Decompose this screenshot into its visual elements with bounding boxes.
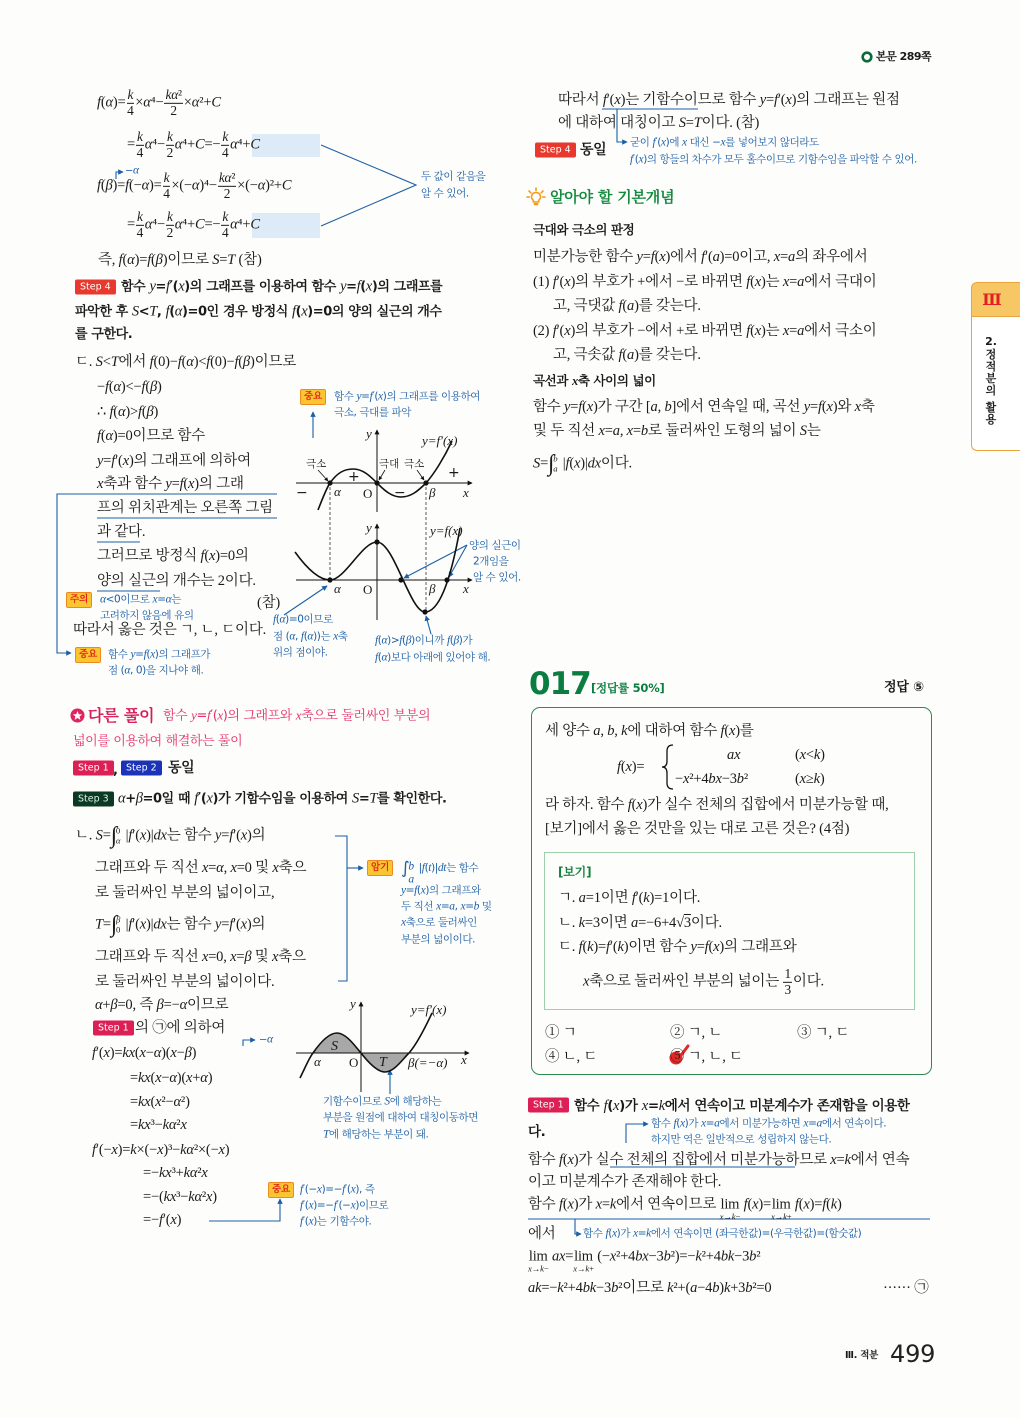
local-min-label: 극소 <box>306 458 327 470</box>
derivation-line: f′(−x)=k×(−x)³−kα²×(−x) <box>92 1142 230 1158</box>
section-tab <box>971 317 1020 451</box>
choice-2: ② ㄱ, ㄴ <box>670 1025 723 1041</box>
derivation-line: =−kx³+kα²x <box>143 1165 208 1181</box>
area-graph <box>296 996 469 1092</box>
section-char: 정 <box>985 348 997 361</box>
odd-degree-note: 굳이 f′(x)에 x 대신 −x를 넣어보지 않더라도 <box>630 136 819 149</box>
curve-label: y=f(x) <box>430 523 463 538</box>
step1-badge: Step 1 <box>73 761 114 776</box>
curve-label: y=f′(x) <box>422 433 458 448</box>
region-s-label: S <box>331 1039 338 1054</box>
section-char: 적 <box>985 360 997 373</box>
choice-3: ③ ㄱ, ㄷ <box>797 1025 850 1041</box>
item-c-line: ∴ f(α)>f(β) <box>97 404 159 420</box>
solution-heading: 함수 f(x)가 x=k에서 연속이고 미분계수가 존재함을 이용한 <box>574 1098 910 1114</box>
below-note: f(α)>f(β)이니까 f(β)가 <box>375 634 473 647</box>
sign-label: + <box>448 465 460 481</box>
calc-line: = $\frac{k}{4}$ α⁴− $\frac{k}{2}$ α⁴+C=− $\frac{k}{4}$ α⁴+C <box>127 128 260 160</box>
x-axis-label: x <box>463 485 469 500</box>
item-b-line: T= ∫ β 0 |f′(x)|dx는 함수 y=f′(x)의 <box>95 911 266 938</box>
beta-label: β(=−α) <box>408 1055 448 1070</box>
piecewise-lhs: f(x)= <box>617 759 645 775</box>
caution-note: α<0이므로 x=α는 <box>100 593 182 606</box>
item-c-line: ㄷ. S<T에서 f(0)−f(α)<f(0)−f(β)이므로 <box>75 354 297 370</box>
answer-label: 정답 ⑤ <box>884 680 924 695</box>
important-tag: 중요 <box>268 1182 294 1198</box>
piecewise-brace <box>662 745 673 789</box>
equation-tag: ······ ㉠ <box>883 1280 929 1296</box>
memo-note: y=f(x)의 그래프와 <box>401 884 481 897</box>
correct-rate: [정답률 50%] <box>591 681 665 695</box>
substitution-hint: −α <box>259 1033 273 1046</box>
same-label: 동일 <box>580 142 607 158</box>
item-b-line: 그래프와 두 직선 x=0, x=β 및 x축으 <box>95 949 306 965</box>
caution-tag: 주의 <box>66 592 92 608</box>
alt-solution-subtitle: 넓이를 이용하여 해결하는 풀이 <box>73 734 243 749</box>
step4-badge: Step 4 <box>75 280 116 295</box>
beta-label: β <box>429 581 436 596</box>
solution-line: 함수 f(x)가 x=k에서 연속이므로 lim x→k− f(x)= lim x→k+ f(x)=f(k) <box>528 1196 842 1222</box>
solution-line: 함수 f(x)가 실수 전체의 집합에서 미분가능하므로 x=k에서 연속 <box>528 1152 910 1168</box>
point-on-axis-note: 위의 점이야. <box>273 646 328 659</box>
page-reference: 본문 289쪽 <box>876 50 932 63</box>
calc-conclusion: 즉, f(α)=f(β)이므로 S=T (참) <box>98 252 262 268</box>
extrema-note: 극소, 극대를 파악 <box>334 406 412 419</box>
derivation-line: =−(kx³−kα²x) <box>143 1189 217 1205</box>
function-graph <box>295 520 472 620</box>
point-note: 점 (α, 0)을 지나야 해. <box>108 664 204 677</box>
below-note: f(α)보다 아래에 있어야 해. <box>375 651 491 664</box>
piecewise-expr: ax <box>727 747 741 763</box>
symmetry-note: 부분을 원점에 대하여 대칭이동하면 <box>323 1111 478 1124</box>
continuation-line: 따라서 f′(x)는 기함수이므로 함수 y=f′(x)의 그래프는 원점 <box>558 92 900 108</box>
derivation-line: =kx³−kα²x <box>130 1117 187 1133</box>
item-c-line: y=f′(x)의 그래프에 의하여 <box>97 453 251 469</box>
piecewise-expr: −x²+4bx−3b² <box>675 771 748 787</box>
problem-stem: [보기]에서 옳은 것만을 있는 대로 고른 것은? (4점) <box>545 821 850 837</box>
memo-note: x축으로 둘러싸인 <box>401 916 477 929</box>
odd-function-note: f′(−x)=−f′(x), 즉 <box>300 1183 375 1196</box>
page-number: 499 <box>890 1340 936 1368</box>
choice-5: ⑤ ㄱ, ㄴ, ㄷ <box>670 1049 743 1065</box>
choice-4: ④ ㄴ, ㄷ <box>545 1049 598 1065</box>
derivative-graph <box>296 426 472 610</box>
memo-note: 두 직선 x=a, x=b 및 <box>401 900 492 913</box>
concepts-title: 알아야 할 기본개념 <box>550 188 675 206</box>
x-axis-label: x <box>461 1052 467 1067</box>
origin-label: O <box>363 582 373 597</box>
limit-note: 함수 f(x)가 x=k에서 연속이면 (좌극한값)=(우극한값)=(함숫값) <box>583 1227 862 1240</box>
continuation-line: 에 대하여 대칭이고 S=T이다. (참) <box>558 115 760 131</box>
derivation-line: =−f′(x) <box>143 1212 182 1228</box>
concept-line: 미분가능한 함수 y=f(x)에서 f′(a)=0이고, x=a의 좌우에서 <box>533 249 868 265</box>
beta-label: β <box>429 485 436 500</box>
section-char: 분 <box>985 372 997 385</box>
step1-badge: Step 1 <box>528 1098 569 1113</box>
odd-function-note: f′(x)는 기함수야. <box>300 1215 372 1228</box>
problem-number: 017 <box>529 666 591 702</box>
sign-label: + <box>348 469 360 485</box>
problem-stem: 세 양수 a, b, k에 대하여 함수 f(x)를 <box>545 723 754 739</box>
positive-roots-note: 알 수 있어. <box>473 571 521 584</box>
concept-line: 고, 극솟값 f(a)를 갖는다. <box>553 347 701 363</box>
concept-heading: 곡선과 x축 사이의 넓이 <box>533 373 656 388</box>
local-max-label: 극대 <box>379 458 400 470</box>
positive-roots-note: 2개임을 <box>473 555 509 568</box>
alt-solution-subtitle: 함수 y=f′(x)의 그래프와 x축으로 둘러싸인 부분의 <box>163 707 431 724</box>
calc-line: f(β)=f(−α)= $\frac{k}{4}$ ×(−α)⁴− $\frac{\text{kα²}}{2}$ ×(−α)²+C <box>97 169 292 201</box>
continuity-note: 하지만 역은 일반적으로 성립하지 않는다. <box>651 1133 832 1146</box>
calc-line: = $\frac{k}{4}$ α⁴− $\frac{k}{2}$ α⁴+C=− $\frac{k}{4}$ α⁴+C <box>127 208 260 240</box>
memorize-tag: 암기 <box>367 860 393 876</box>
y-axis-label: y <box>366 520 372 535</box>
curve-label: y=f′(x) <box>411 1002 447 1017</box>
origin-label: O <box>349 1055 359 1070</box>
badge-separator: , <box>113 763 118 778</box>
verdict-true: (참) <box>257 595 281 611</box>
item-b-line: 그래프와 두 직선 x=α, x=0 및 x축으 <box>95 860 307 876</box>
piecewise-condition: (x<k) <box>795 747 825 763</box>
step4-text: 함수 y=f′(x)의 그래프를 이용하여 함수 y=f(x)의 그래프를 <box>121 278 443 295</box>
equal-values-note: 알 수 있어. <box>421 187 469 200</box>
alpha-label: α <box>334 484 341 499</box>
local-min-label: 극소 <box>404 458 425 470</box>
chapter-numeral: Ⅲ <box>982 290 1002 309</box>
item-c-line: −f(α)<−f(β) <box>97 379 162 395</box>
derivation-line: f′(x)=kx(x−α)(x−β) <box>92 1045 197 1061</box>
concept-line: S= ∫ b a |f(x)|dx이다. <box>533 450 632 477</box>
memo-note: 부분의 넓이이다. <box>401 933 476 946</box>
point-note: 함수 y=f(x)의 그래프가 <box>108 648 211 661</box>
solution-line: 에서 <box>528 1226 556 1242</box>
step4-text: 파악한 후 S<T, f(α)=0인 경우 방정식 f(x)=0의 양의 실근의 개수 <box>75 303 442 320</box>
substitution-hint: −α <box>125 164 139 177</box>
derivation-line: =kx(x²−α²) <box>130 1094 190 1110</box>
example-item: x축으로 둘러싸인 부분의 넓이는 $\frac{1}{3}$ 이다. <box>583 965 824 997</box>
memo-note: ∫ b a |f(t)|dt는 함수 <box>401 857 479 886</box>
chapter-tab <box>971 282 1020 317</box>
item-c-line: f(α)=0이므로 함수 <box>97 428 206 444</box>
concept-line: 함수 y=f(x)가 구간 [a, b]에서 연속일 때, 곡선 y=f(x)와 x축 <box>533 399 875 415</box>
section-char: 활 <box>985 401 997 414</box>
odd-function-note: f′(x)=−f′(−x)이므로 <box>300 1199 389 1212</box>
star-icon <box>70 708 85 723</box>
solution-line: ak=−k²+4bk−3b²이므로 k²+(a−4b)k+3b²=0 <box>528 1280 772 1296</box>
important-tag: 중요 <box>75 647 101 663</box>
origin-label: O <box>363 486 373 501</box>
y-axis-label: y <box>366 426 372 441</box>
section-char: 용 <box>985 413 997 426</box>
item-b-line: ㄴ. S= ∫ 0 α |f′(x)|dx는 함수 y=f′(x)의 <box>75 822 266 849</box>
footer-chapter: Ⅲ. 적분 <box>845 1350 879 1361</box>
choice-1: ① ㄱ <box>545 1025 577 1041</box>
example-item: ㄷ. f(k)=f′(k)이면 함수 y=f(x)의 그래프와 <box>558 939 797 955</box>
step3-badge: Step 3 <box>73 792 114 807</box>
derivation-line: =kx(x−α)(x+α) <box>130 1070 213 1086</box>
step1-ref-badge: Step 1 <box>93 1021 134 1036</box>
lightbulb-icon <box>526 187 546 207</box>
symmetry-note: T에 해당하는 부분이 돼. <box>323 1128 429 1141</box>
odd-degree-note: f′(x)의 항들의 차수가 모두 홀수이므로 기함수임을 파악할 수 있어. <box>630 153 917 166</box>
step4-badge: Step 4 <box>535 143 576 158</box>
piecewise-condition: (x≥k) <box>795 771 825 787</box>
sign-label: − <box>296 485 308 501</box>
extrema-note: 함수 y=f′(x)의 그래프를 이용하여 <box>334 390 481 403</box>
step1-ref-text: 의 ㉠에 의하여 <box>135 1020 226 1036</box>
solution-line: 이고 미분계수가 존재해야 한다. <box>528 1174 722 1190</box>
item-c-line: 양의 실근의 개수는 2이다. <box>97 573 256 589</box>
final-conclusion: 따라서 옳은 것은 ㄱ, ㄴ, ㄷ이다. <box>73 622 267 638</box>
symmetry-note: 기함수이므로 S에 해당하는 <box>323 1095 442 1108</box>
problem-stem: 라 하자. 함수 f(x)가 실수 전체의 집합에서 미분가능할 때, <box>545 797 889 813</box>
section-char: 의 <box>985 384 997 397</box>
page-ref-icon <box>861 51 873 63</box>
example-item: ㄱ. a=1이면 f′(k)=1이다. <box>558 890 701 906</box>
item-b-line: α+β=0, 즉 β=−α이므로 <box>95 997 229 1013</box>
positive-roots-note: 양의 실근이 <box>469 539 521 552</box>
point-on-axis-note: f(α)=0이므로 <box>273 613 333 626</box>
important-tag: 중요 <box>300 389 326 405</box>
sign-label: − <box>394 485 406 501</box>
solution-line: lim x→k− ax= lim x→k+ (−x²+4bx−3b²)=−k²+4bk−3b² <box>528 1248 761 1274</box>
concept-line: 고, 극댓값 f(a)를 갖는다. <box>553 298 701 314</box>
example-item: ㄴ. k=3이면 a=−6+4√3이다. <box>558 915 722 931</box>
same-label: 동일 <box>168 760 195 776</box>
solution-heading: 다. <box>528 1124 546 1140</box>
y-axis-label: y <box>350 996 356 1011</box>
x-axis-label: x <box>463 581 469 596</box>
caution-note: 고려하지 않음에 유의 <box>100 609 194 622</box>
equal-values-note: 두 값이 같음을 <box>421 170 486 183</box>
item-b-line: 로 둘러싸인 부분의 넓이이다. <box>95 974 275 990</box>
item-b-line: 로 둘러싸인 부분의 넓이이고, <box>95 885 275 901</box>
step4-text: 를 구한다. <box>75 327 133 342</box>
alt-solution-title: 다른 풀이 <box>88 706 155 725</box>
alpha-label: α <box>334 581 341 596</box>
step2-badge: Step 2 <box>121 761 162 776</box>
concept-line: (2) f′(x)의 부호가 −에서 +로 바뀌면 f(x)는 x=a에서 극소이 <box>533 323 877 339</box>
item-c-line: 그러므로 방정식 f(x)=0의 <box>97 548 249 564</box>
step3-text: α+β=0일 때 f′(x)가 기함수임을 이용하여 S=T를 확인한다. <box>118 790 447 807</box>
continuity-note: 함수 f(x)가 x=a에서 미분가능하면 x=a에서 연속이다. <box>651 1117 887 1130</box>
concept-line: (1) f′(x)의 부호가 +에서 −로 바뀌면 f(x)는 x=a에서 극대이 <box>533 274 877 290</box>
item-c-line: 과 같다. <box>97 524 146 540</box>
region-t-label: T <box>379 1055 387 1070</box>
point-on-axis-note: 점 (α, f(α))는 x축 <box>273 630 348 643</box>
section-char: 2. <box>985 335 997 348</box>
concept-line: 및 두 직선 x=a, x=b로 둘러싸인 도형의 넓이 S는 <box>533 423 821 439</box>
item-c-line: x축과 함수 y=f(x)의 그래 <box>97 476 244 492</box>
calc-line: f(α)= $\frac{k}{4}$ ×α⁴− $\frac{\text{kα²}}{2}$ ×α²+C <box>97 86 221 118</box>
concept-heading: 극대와 극소의 판정 <box>533 222 635 237</box>
examples-title: [보기] <box>558 865 592 879</box>
alpha-label: α <box>314 1054 321 1069</box>
item-c-line: 프의 위치관계는 오른쪽 그림 <box>97 500 273 516</box>
